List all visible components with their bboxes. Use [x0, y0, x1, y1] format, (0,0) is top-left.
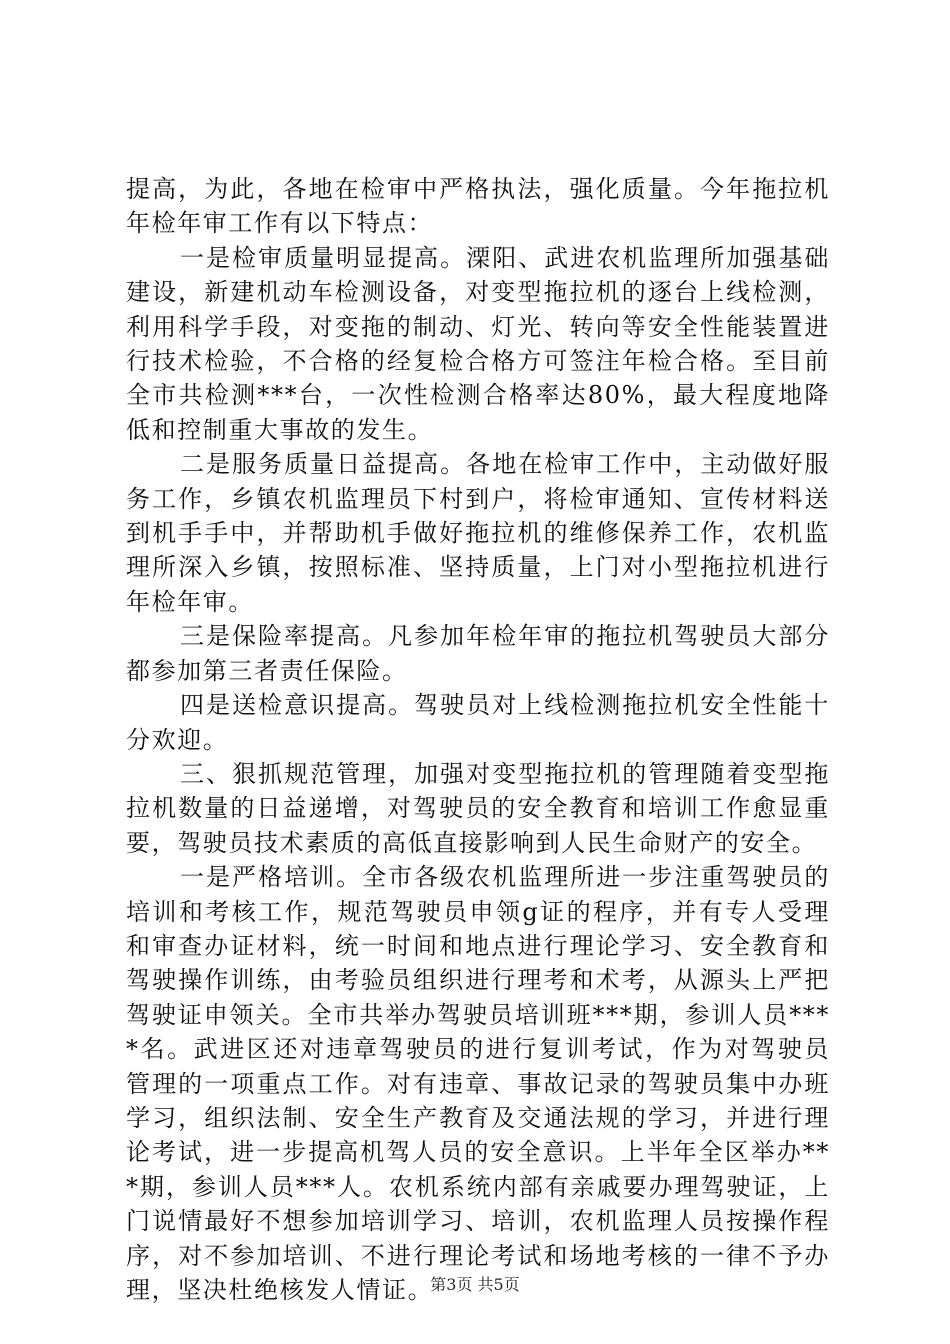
document-body [126, 172, 830, 1307]
paragraph-inspection-awareness: 四是送检意识提高。驾驶员对上线检测拖拉机安全性能十分欢迎。 [126, 691, 830, 754]
paragraph-insurance-rate: 三是保险率提高。凡参加年检年审的拖拉机驾驶员大部分都参加第三者责任保险。 [126, 622, 830, 685]
paragraph-inspection-quality: 一是检审质量明显提高。溧阳、武进农机监理所加强基础建设，新建机动车检测设备，对变型拖拉机的逐台上线检测，利用科学手段，对变拖的制动、灯光、转向等安全性能装置进行技术检验，不合格的经复检合格方可签注年检合格。至目前全市共检测***台，一次性检测合格率达80%，最大程度地降低和控制重大事故的发生。 [126, 243, 830, 444]
paragraph-intro-continuation: 提高，为此，各地在检审中严格执法，强化质量。今年拖拉机年检年审工作有以下特点： [126, 175, 830, 238]
paragraph-service-quality: 二是服务质量日益提高。各地在检审工作中，主动做好服务工作，乡镇农机监理员下村到户，将检审通知、宣传材料送到机手手中，并帮助机手做好拖拉机的维修保养工作，农机监理所深入乡镇，按照标准、坚持质量，上门对小型拖拉机进行年检年审。 [126, 450, 830, 616]
page-number-footer: 第3页 共5页 [430, 1275, 520, 1294]
paragraph-section-three-heading: 三、狠抓规范管理，加强对变型拖拉机的管理随着变型拖拉机数量的日益递增，对驾驶员的安全教育和培训工作愈显重要，驾驶员技术素质的高低直接影响到人民生命财产的安全。 [126, 759, 830, 857]
paragraph-strict-training: 一是严格培训。全市各级农机监理所进一步注重驾驶员的培训和考核工作，规范驾驶员申领g证的程序，并有专人受理和审查办证材料，统一时间和地点进行理论学习、安全教育和驾驶操作训练，由考验员组织进行理考和术考，从源头上严把驾驶证申领关。全市共举办驾驶员培训班***期，参训人员****名。武进区还对违章驾驶员的进行复训考试，作为对驾驶员管理的一项重点工作。对有违章、事故记录的驾驶员集中办班学习，组织法制、安全生产教育及交通法规的学习，并进行理论考试，进一步提高机驾人员的安全意识。上半年全区举办***期，参训人员***人。农机系统内部有亲戚要办理驾驶证，上门说情最好不想参加培训学习、培训，农机监理人员按操作程序，对不参加培训、不进行理论考试和场地考核的一律不予办理，坚决杜绝核发人情证。 [126, 863, 830, 1304]
